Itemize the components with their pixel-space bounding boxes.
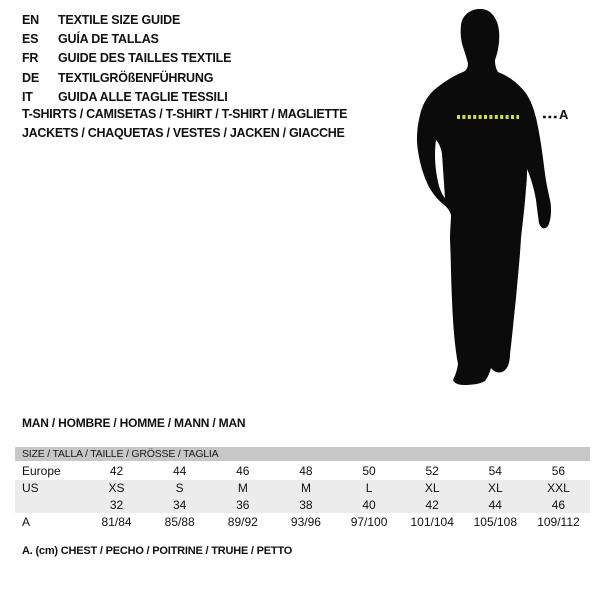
size-table-header: SIZE / TALLA / TAILLE / GRÖSSE / TAGLIA — [15, 447, 590, 461]
man-silhouette — [417, 9, 551, 385]
language-label: TEXTILGRÖßENFÜHRUNG — [58, 70, 214, 85]
language-code: DE — [22, 70, 39, 85]
size-cell: 93/96 — [290, 515, 321, 529]
size-cell: 38 — [299, 497, 313, 512]
size-cell: 81/84 — [101, 515, 132, 529]
size-cell: 101/104 — [410, 515, 454, 529]
language-label: GUÍA DE TALLAS — [58, 32, 159, 47]
size-cell: M — [300, 481, 311, 495]
size-cell: 54 — [488, 463, 502, 478]
size-table — [15, 447, 590, 531]
size-cell: 50 — [362, 463, 376, 478]
footnote-chest: A. (cm) CHEST / PECHO / POITRINE / TRUHE / PETTO — [22, 545, 293, 557]
size-cell: 85/88 — [164, 515, 195, 529]
size-cell: 42 — [109, 463, 124, 478]
size-cell: 42 — [425, 497, 439, 512]
size-cell: 56 — [551, 463, 566, 478]
size-cell: 34 — [173, 497, 187, 512]
language-list — [22, 10, 231, 107]
table-row — [15, 461, 590, 480]
row-label: Europe — [22, 463, 61, 478]
section-title-man: MAN / HOMBRE / HOMME / MANN / MAN — [22, 416, 246, 430]
size-cell: 40 — [362, 497, 376, 512]
size-cell: 52 — [425, 463, 439, 478]
size-cell: XXL — [547, 481, 570, 495]
size-cell: M — [237, 481, 248, 495]
category-line-jackets: JACKETS / CHAQUETAS / VESTES / JACKEN / GIACCHE — [22, 125, 345, 140]
size-cell: XL — [487, 481, 503, 495]
table-row — [15, 513, 590, 531]
man-silhouette-figure — [398, 8, 570, 396]
size-cell: 89/92 — [227, 515, 258, 529]
language-item — [22, 49, 231, 68]
language-item — [22, 68, 231, 87]
table-row — [15, 496, 590, 513]
size-cell: 46 — [551, 497, 566, 512]
size-cell: XL — [424, 481, 440, 495]
size-cell: 32 — [109, 497, 124, 512]
language-code: IT — [22, 90, 33, 105]
size-cell: XS — [108, 481, 125, 495]
language-code: ES — [22, 32, 39, 47]
size-cell: L — [365, 481, 373, 495]
row-label: US — [22, 481, 39, 495]
language-label: GUIDE DES TAILLES TEXTILE — [58, 51, 232, 66]
size-cell: 46 — [236, 463, 250, 478]
size-cell: 44 — [173, 463, 187, 478]
language-code: EN — [22, 12, 39, 27]
size-cell: S — [175, 481, 184, 495]
language-label: GUIDA ALLE TAGLIE TESSILI — [58, 90, 228, 105]
size-cell: 44 — [488, 497, 502, 512]
language-item — [22, 10, 231, 29]
row-label: A — [22, 515, 31, 529]
size-cell: 109/112 — [537, 515, 580, 529]
language-label: TEXTILE SIZE GUIDE — [58, 12, 181, 27]
size-cell: 36 — [236, 497, 250, 512]
table-row — [15, 480, 590, 496]
size-table-body — [15, 461, 590, 531]
category-line-tshirts: T-SHIRTS / CAMISETAS / T-SHIRT / T-SHIRT / MAGLIETTE — [22, 107, 348, 121]
category-block — [22, 105, 347, 142]
language-item — [22, 29, 231, 48]
language-code: FR — [22, 51, 39, 66]
size-cell: 48 — [299, 463, 313, 478]
measure-label-a: A — [559, 107, 569, 122]
size-cell: 105/108 — [473, 515, 517, 529]
size-cell: 97/100 — [350, 515, 388, 529]
